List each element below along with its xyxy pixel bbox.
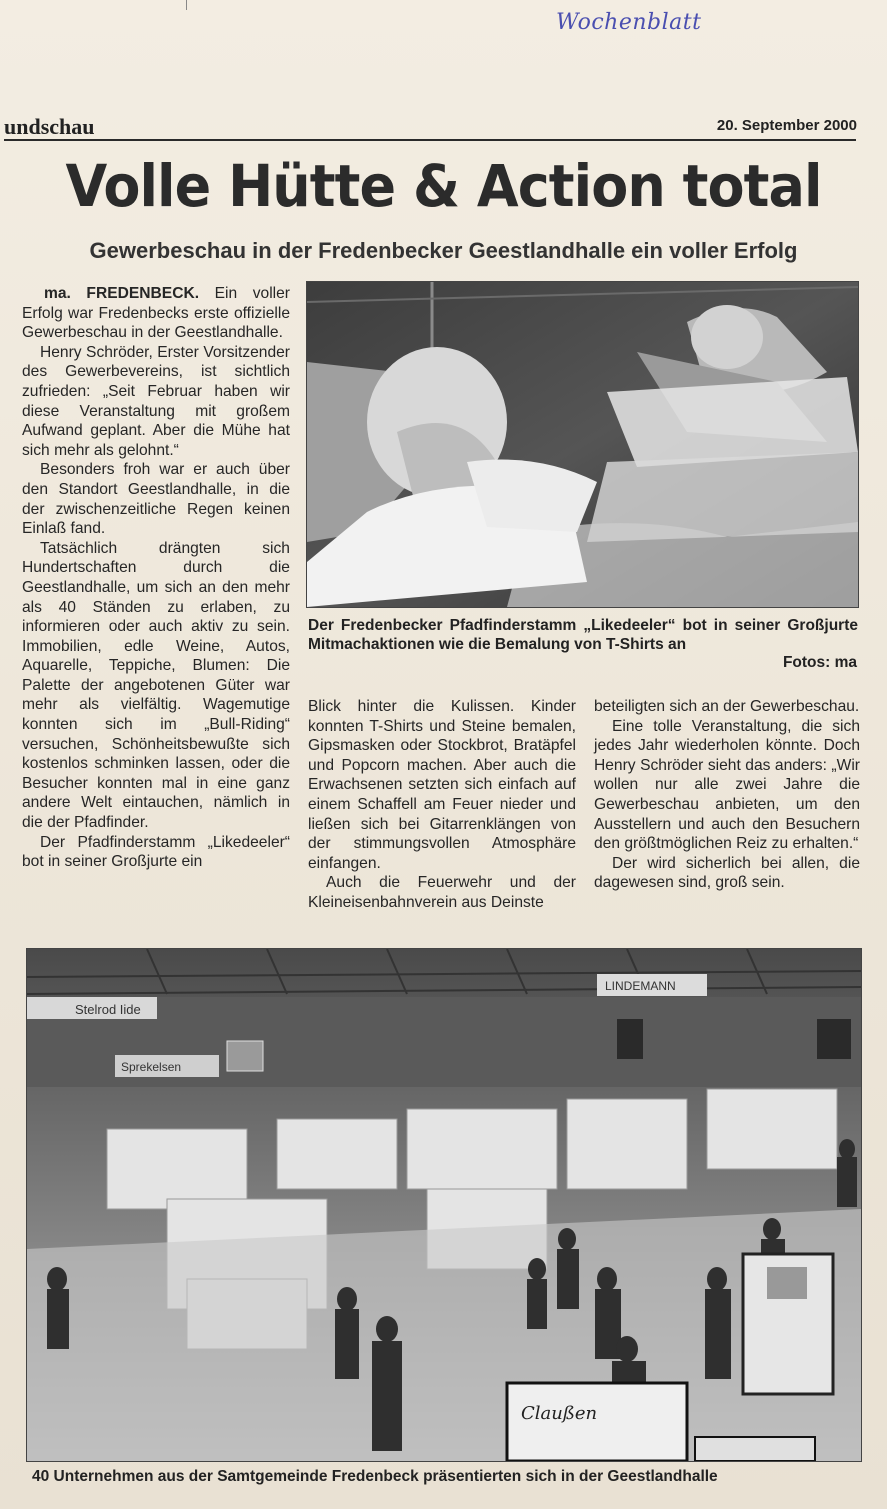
article-subheadline: Gewerbeschau in der Fredenbecker Geestlandhalle ein voller Erfolg <box>89 238 798 263</box>
photo-caption: 40 Unternehmen aus der Samtgemeinde Fredenbeck präsentierten sich in der Geestlandhalle <box>32 1468 718 1485</box>
article-paragraph: Blick hinter die Kulissen. Kinder konnten T-Shirts und Steine bemalen, Gipsmasken oder Stockbrot, Bratäpfel und Popcorn machen. Aber auch die Erwachsenen setzten sich einfach auf einem Schaffell am Feuer nieder und ließen sich bei Gitarrenklängen von der stimmungsvollen Atmosphäre einfangen. <box>308 698 576 872</box>
article-column-3 <box>594 697 860 893</box>
photo-scouts-painting-image <box>307 282 858 607</box>
section-name: undschau <box>4 114 95 139</box>
article-column-1 <box>22 284 290 872</box>
photo-credit: Fotos: ma <box>782 654 857 671</box>
hall-sign-text: Sprekelsen <box>121 1060 182 1074</box>
article-paragraph: Auch die Feuerwehr und der Kleineisenbahnverein aus Deinste <box>308 874 576 911</box>
hall-sign-text: Stelrod Iide <box>75 1002 141 1017</box>
article-paragraph: Besonders froh war er auch über den Standort Geestlandhalle, in die der zwischenzeitliche Regen keinen Einlaß fand. <box>22 461 290 538</box>
article-paragraph: beteiligten sich an der Gewerbeschau. <box>594 698 860 715</box>
photo-exhibition-hall <box>26 948 862 1462</box>
article-paragraph <box>22 284 290 343</box>
photo-exhibition-hall-image <box>27 949 861 1461</box>
handwritten-source-note: Wochenblatt <box>556 10 702 35</box>
dateline: ma. FREDENBECK. <box>44 285 200 302</box>
paragraph-text: Ein voller Erfolg war Fredenbecks erste offizielle Gewerbeschau in der Geestlandhalle. <box>22 285 290 342</box>
photo-caption: Der Fredenbecker Pfadfinderstamm „Likedeeler“ bot in seiner Großjurte Mitmachaktionen wie die Bemalung von T-Shirts an <box>308 617 858 653</box>
header-rule <box>4 139 856 141</box>
article-paragraph: Henry Schröder, Erster Vorsitzender des Gewerbevereins, ist sichtlich zufrieden: „Seit Februar haben wir diese Veranstaltung mit großem Aufwand geplant. Aber die Mühe hat sich mehr als gelohnt.“ <box>22 343 290 459</box>
article-paragraph: Eine tolle Veranstaltung, die sich jedes Jahr wiederholen könnte. Doch Henry Schröder sieht das anders: „Wir wollen nur alle zwei Jahre die Gewerbeschau anbieten, um den Ausstellern und auch den Besuchern den größtmöglichen Reiz zu erhalten.“ <box>594 717 860 853</box>
hall-sign-text: Claußen <box>521 1403 598 1424</box>
hall-sign-text: LINDEMANN <box>605 979 676 993</box>
issue-date: 20. September 2000 <box>716 117 857 134</box>
article-column-2 <box>308 697 576 913</box>
crop-mark <box>186 0 187 10</box>
photo-scouts-painting <box>306 281 859 608</box>
article-paragraph: Der wird sicherlich bei allen, die dagewesen sind, groß sein. <box>594 854 860 892</box>
article-paragraph: Tatsächlich drängten sich Hundertschaften durch die Geestlandhalle, um sich an den mehr als 40 Ständen zu erlaben, zu informieren oder auch aktiv zu sein. Immobilien, edle Weine, Autos, Aquarelle, Teppiche, Blumen: Die Palette der angebotenen Güter war mehr als vielfältig. Wagemutige konnten sich im „Bull-Riding“ versuchen, Schönheitsbewußte sich kostenlos schminken lassen, oder die Besucher konnten mal in eine ganz andere Welt eintauchen, nämlich in die der Pfadfinder. <box>22 539 290 832</box>
article-headline: Volle Hütte & Action total <box>65 152 822 220</box>
article-paragraph: Der Pfadfinderstamm „Likedeeler“ bot in seiner Großjurte ein <box>22 833 290 871</box>
